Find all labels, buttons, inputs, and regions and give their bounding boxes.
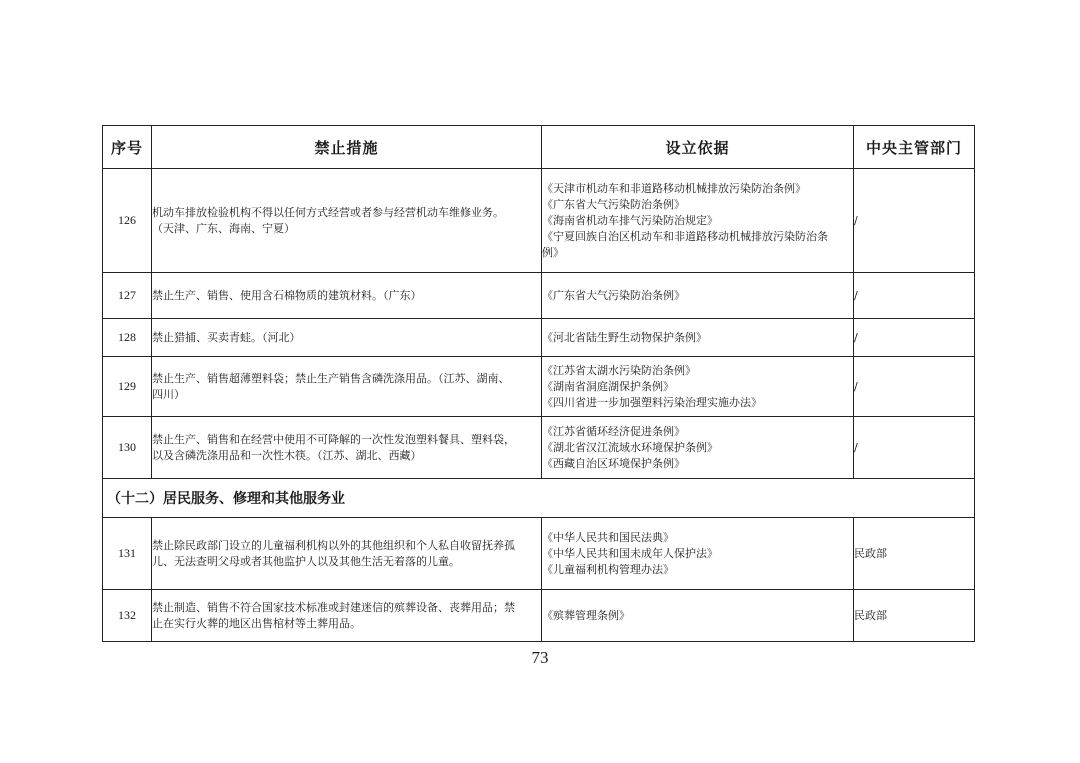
table-body-b	[103, 518, 975, 642]
row-measure	[152, 169, 542, 273]
table-row	[103, 169, 975, 273]
row-department: /	[854, 273, 975, 319]
header-department: 中央主管部门	[854, 126, 975, 169]
row-measure	[152, 518, 542, 590]
measure-line: 禁止猎捕、买卖青蛙。（河北）	[152, 330, 301, 344]
measure-line: 以及含磷洗涤用品和一次性木筷。（江苏、湖北、西藏）	[152, 448, 422, 462]
basis-line: 《湖北省汉江流域水环境保护条例》	[542, 440, 718, 454]
row-measure	[152, 357, 542, 417]
row-department: 民政部	[854, 518, 975, 590]
table-row	[103, 319, 975, 357]
measure-line: 机动车排放检验机构不得以任何方式经营或者参与经营机动车维修业务。	[152, 205, 504, 219]
basis-line: 《天津市机动车和非道路移动机械排放污染防治条例》	[542, 181, 806, 195]
measure-line: 四川）	[152, 387, 185, 401]
header-basis: 设立依据	[542, 126, 854, 169]
row-department: /	[854, 169, 975, 273]
header-measure: 禁止措施	[152, 126, 542, 169]
row-basis	[542, 169, 854, 273]
row-department: 民政部	[854, 590, 975, 642]
basis-line: 《湖南省洞庭湖保护条例》	[542, 379, 674, 393]
row-measure	[152, 417, 542, 479]
row-department: /	[854, 357, 975, 417]
header-number: 序号	[103, 126, 152, 169]
basis-line: 《海南省机动车排气污染防治规定》	[542, 213, 718, 227]
table-row	[103, 273, 975, 319]
section-title: （十二）居民服务、修理和其他服务业	[103, 479, 975, 518]
row-number: 128	[103, 319, 152, 357]
row-basis	[542, 518, 854, 590]
basis-line: 《中华人民共和国民法典》	[542, 530, 674, 544]
header-row	[103, 126, 975, 169]
row-basis	[542, 273, 854, 319]
row-measure	[152, 273, 542, 319]
row-basis	[542, 590, 854, 642]
basis-line: 《江苏省循环经济促进条例》	[542, 424, 685, 438]
row-number: 132	[103, 590, 152, 642]
row-number: 126	[103, 169, 152, 273]
measure-line: 禁止除民政部门设立的儿童福利机构以外的其他组织和个人私自收留抚养孤	[152, 538, 515, 552]
basis-line: 《宁夏回族自治区机动车和非道路移动机械排放污染防治条	[542, 229, 828, 243]
basis-line: 《广东省大气污染防治条例》	[542, 288, 685, 302]
row-measure	[152, 319, 542, 357]
basis-line: 《广东省大气污染防治条例》	[542, 197, 685, 211]
row-basis	[542, 319, 854, 357]
basis-line: 《四川省进一步加强塑料污染治理实施办法》	[542, 395, 762, 409]
basis-line: 例》	[542, 245, 564, 259]
row-basis	[542, 357, 854, 417]
row-number: 127	[103, 273, 152, 319]
measure-line: （天津、广东、海南、宁夏）	[152, 221, 295, 235]
page-number: 73	[531, 648, 549, 667]
row-number: 131	[103, 518, 152, 590]
basis-line: 《儿童福利机构管理办法》	[542, 562, 674, 576]
basis-line: 《殡葬管理条例》	[542, 608, 630, 622]
basis-line: 《西藏自治区环境保护条例》	[542, 456, 685, 470]
prohibition-table	[102, 125, 975, 642]
table-body-a	[103, 169, 975, 479]
measure-line: 禁止制造、销售不符合国家技术标准或封建迷信的殡葬设备、丧葬用品；禁	[152, 600, 515, 614]
row-department: /	[854, 319, 975, 357]
measure-line: 止在实行火葬的地区出售棺材等土葬用品。	[152, 616, 361, 630]
basis-line: 《中华人民共和国未成年人保护法》	[542, 546, 718, 560]
row-number: 129	[103, 357, 152, 417]
measure-line: 禁止生产、销售、使用含石棉物质的建筑材料。（广东）	[152, 288, 422, 302]
basis-line: 《江苏省太湖水污染防治条例》	[542, 363, 696, 377]
table-row	[103, 590, 975, 642]
row-measure	[152, 590, 542, 642]
row-department: /	[854, 417, 975, 479]
basis-line: 《河北省陆生野生动物保护条例》	[542, 330, 707, 344]
section-row	[103, 479, 975, 518]
table-row	[103, 518, 975, 590]
measure-line: 儿、无法查明父母或者其他监护人以及其他生活无着落的儿童。	[152, 554, 460, 568]
table-row	[103, 417, 975, 479]
measure-line: 禁止生产、销售和在经营中使用不可降解的一次性发泡塑料餐具、塑料袋，	[152, 432, 515, 446]
row-number: 130	[103, 417, 152, 479]
row-basis	[542, 417, 854, 479]
measure-line: 禁止生产、销售超薄塑料袋；禁止生产销售含磷洗涤用品。（江苏、湖南、	[152, 371, 510, 385]
table-row	[103, 357, 975, 417]
